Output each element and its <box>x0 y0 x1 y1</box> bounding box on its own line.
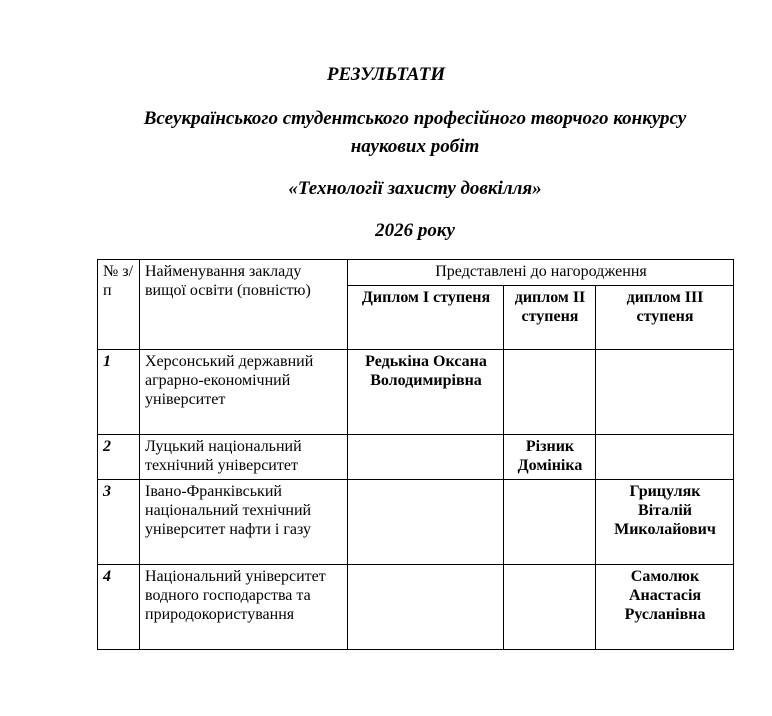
header-diploma-1: Диплом I ступеня <box>348 286 504 350</box>
header-awards: Представлені до нагородження <box>348 260 734 286</box>
row-diploma-3: Самолюк Анастасія Русланівна <box>596 565 734 650</box>
row-diploma-1 <box>348 435 504 480</box>
table-row <box>98 565 734 650</box>
row-diploma-2 <box>504 480 596 565</box>
header-institution: Найменування закладу вищої освіти (повністю) <box>140 260 348 350</box>
subtitle-line-1: Всеукраїнського студентського професійного творчого конкурсу <box>143 108 687 129</box>
table-header-row <box>98 260 734 286</box>
table-row <box>98 480 734 565</box>
row-diploma-1: Редькіна Оксана Володимирівна <box>348 350 504 435</box>
row-institution: Національний університет водного господарства та природокористування <box>140 565 348 650</box>
row-diploma-2 <box>504 565 596 650</box>
document-title: РЕЗУЛЬТАТИ <box>326 64 446 85</box>
contest-year: 2026 року <box>375 220 455 241</box>
header-number: № з/п <box>98 260 140 350</box>
row-institution: Херсонський державний аграрно-економічний університет <box>140 350 348 435</box>
row-number: 3 <box>98 480 140 565</box>
subtitle-line-2: наукових робіт <box>350 136 480 157</box>
table-row <box>98 435 734 480</box>
results-table <box>97 259 734 650</box>
row-number: 4 <box>98 565 140 650</box>
row-diploma-1 <box>348 480 504 565</box>
row-diploma-2 <box>504 350 596 435</box>
row-institution: Луцький національний технічний університет <box>140 435 348 480</box>
row-diploma-2: Різник Домініка <box>504 435 596 480</box>
row-diploma-3: Грицуляк Віталій Миколайович <box>596 480 734 565</box>
header-diploma-3: диплом III ступеня <box>596 286 734 350</box>
row-number: 1 <box>98 350 140 435</box>
row-diploma-3 <box>596 435 734 480</box>
row-number: 2 <box>98 435 140 480</box>
row-diploma-3 <box>596 350 734 435</box>
row-diploma-1 <box>348 565 504 650</box>
contest-name: «Технології захисту довкілля» <box>288 178 542 199</box>
row-institution: Івано-Франківський національний технічний університет нафти і газу <box>140 480 348 565</box>
table-row <box>98 350 734 435</box>
header-diploma-2: диплом II ступеня <box>504 286 596 350</box>
